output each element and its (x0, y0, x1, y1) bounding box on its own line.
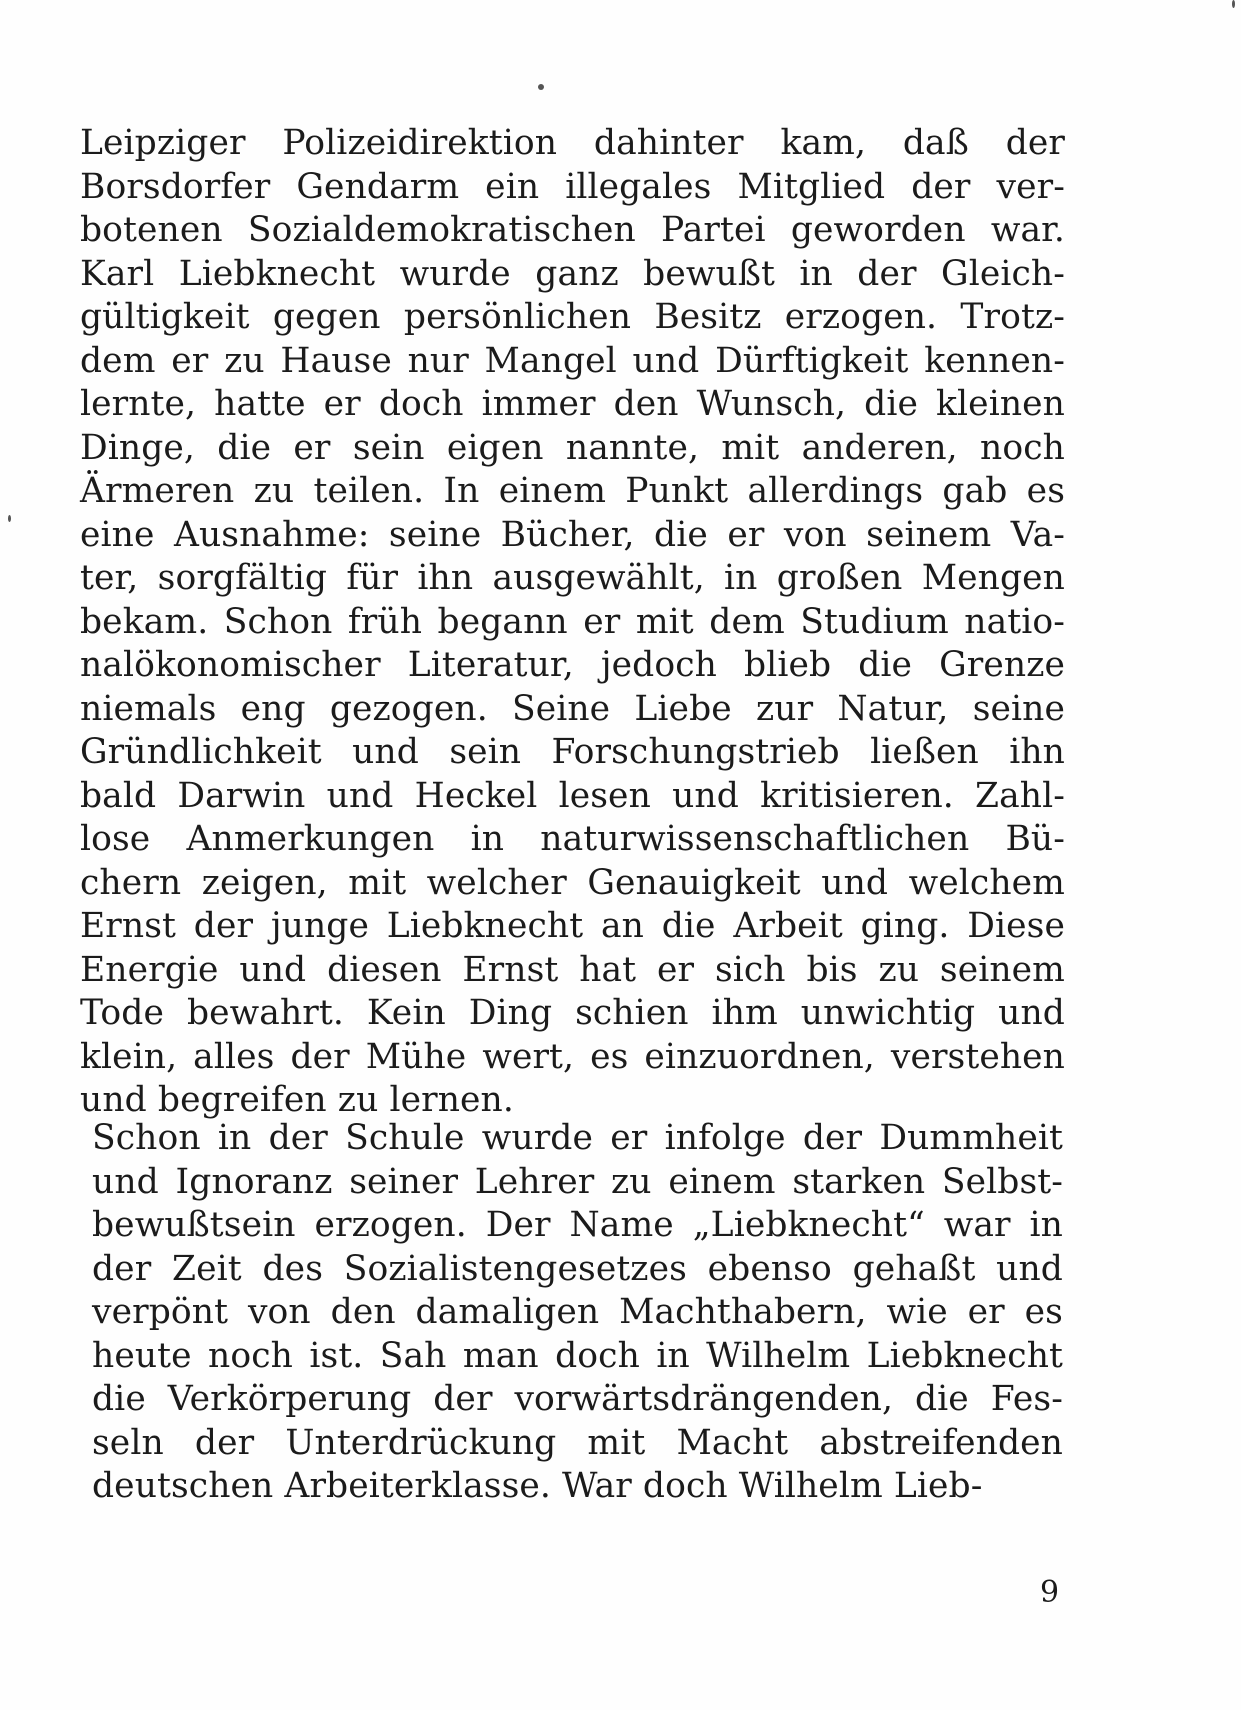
text-line: Karl Liebknecht wurde ganz bewußt in der Gleich- (80, 253, 1065, 294)
paragraph-2 (92, 1117, 1063, 1509)
text-line: der Zeit des Sozialistengesetzes ebenso gehaßt und (92, 1248, 1063, 1289)
text-line: Leipziger Polizeidirektion dahinter kam, daß der (80, 123, 1065, 163)
text-line: eine Ausnahme: seine Bücher, die er von seinem Va- (80, 514, 1065, 555)
text-line: gültigkeit gegen persönlichen Besitz erzogen. Trotz- (80, 297, 1065, 337)
text-line: seln der Unterdrückung mit Macht abstreifenden (92, 1422, 1063, 1463)
text-line: dem er zu Hause nur Mangel und Dürftigkeit kennen- (80, 340, 1065, 381)
text-line: ter, sorgfältig für ihn ausgewählt, in großen Mengen (80, 558, 1065, 598)
text-line: Energie und diesen Ernst hat er sich bis zu seinem (80, 949, 1065, 990)
text-line: lernte, hatte er doch immer den Wunsch, die kleinen (80, 384, 1065, 424)
text-line: Schon in der Schule wurde er infolge der Dummheit (92, 1118, 1063, 1158)
text-line: Gründlichkeit und sein Forschungstrieb ließen ihn (80, 732, 1065, 772)
text-line: deutschen Arbeiterklasse. War doch Wilhelm Lieb- (92, 1466, 983, 1506)
print-speck (8, 515, 11, 522)
print-speck (538, 84, 544, 90)
text-line: die Verkörperung der vorwärtsdrängenden, die Fes- (92, 1379, 1063, 1419)
print-speck (1232, 0, 1235, 8)
text-line: niemals eng gezogen. Seine Liebe zur Natur, seine (80, 688, 1065, 729)
text-line: heute noch ist. Sah man doch in Wilhelm Liebknecht (92, 1335, 1063, 1376)
text-line: und Ignoranz seiner Lehrer zu einem starken Selbst- (92, 1161, 1063, 1202)
text-line: und begreifen zu lernen. (80, 1080, 514, 1120)
text-line: Ernst der junge Liebknecht an die Arbeit ging. Diese (80, 906, 1065, 946)
paragraph-1 (80, 122, 1065, 1123)
text-line: Borsdorfer Gendarm ein illegales Mitglied der ver- (80, 166, 1065, 207)
text-line: bekam. Schon früh begann er mit dem Studium natio- (80, 601, 1065, 642)
text-line: nalökonomischer Literatur, jedoch blieb die Grenze (80, 645, 1065, 685)
text-line: bewußtsein erzogen. Der Name „Liebknecht“ war in (92, 1205, 1063, 1245)
text-line: klein, alles der Mühe wert, es einzuordnen, verstehen (80, 1036, 1065, 1077)
text-line: Dinge, die er sein eigen nannte, mit anderen, noch (80, 427, 1065, 468)
text-line: botenen Sozialdemokratischen Partei geworden war. (80, 210, 1065, 250)
text-line: bald Darwin und Heckel lesen und kritisieren. Zahl- (80, 775, 1065, 816)
page-number: 9 (1040, 1575, 1060, 1610)
text-line: chern zeigen, mit welcher Genauigkeit und welchem (80, 862, 1065, 903)
text-line: lose Anmerkungen in naturwissenschaftlichen Bü- (80, 819, 1065, 859)
text-line: verpönt von den damaligen Machthabern, wie er es (92, 1292, 1063, 1332)
text-line: Tode bewahrt. Kein Ding schien ihm unwichtig und (80, 993, 1065, 1033)
text-line: Ärmeren zu teilen. In einem Punkt allerdings gab es (80, 471, 1065, 511)
